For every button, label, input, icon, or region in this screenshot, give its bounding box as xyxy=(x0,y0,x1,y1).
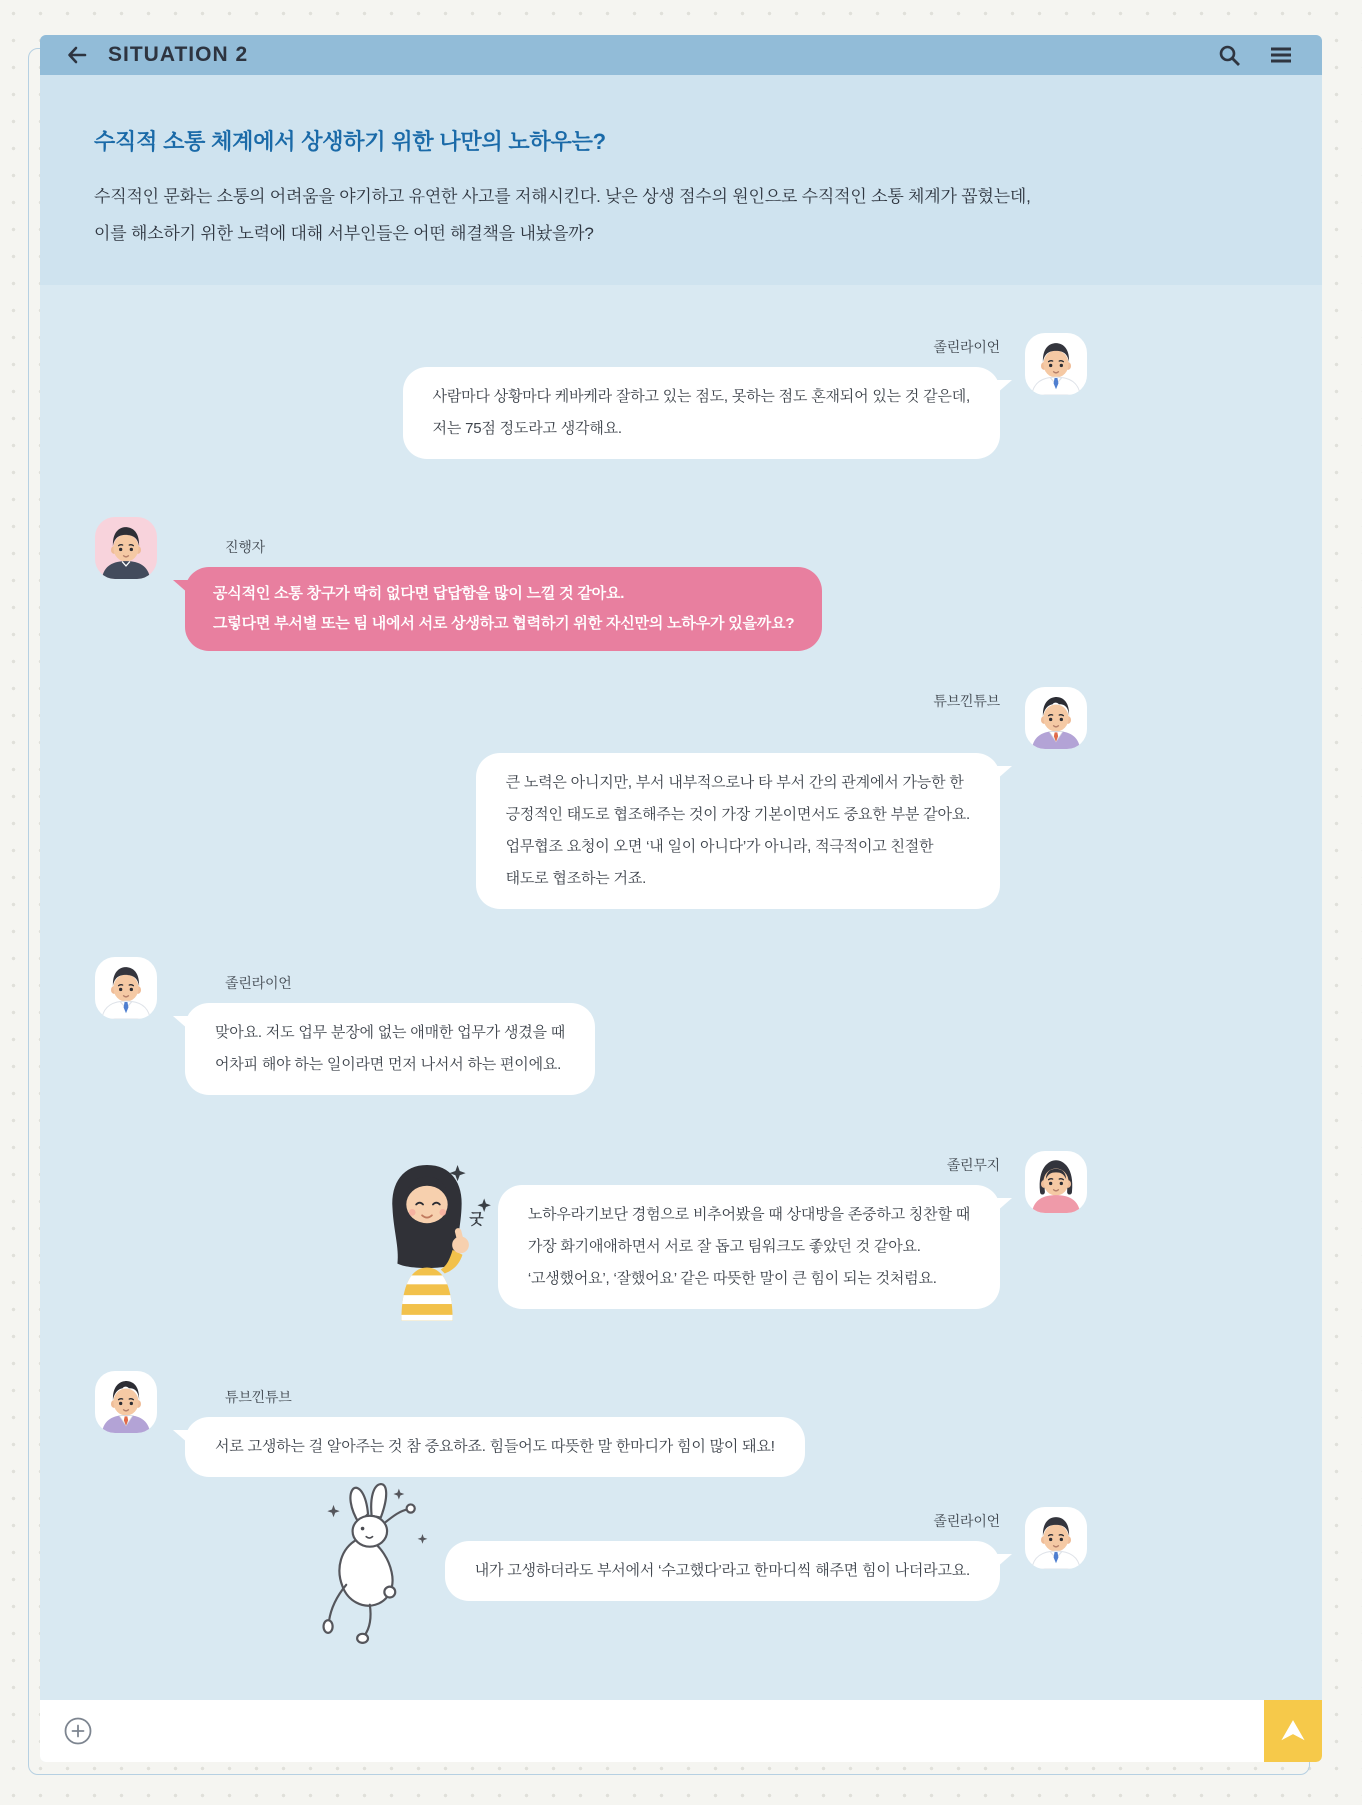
message-bubble: 서로 고생하는 걸 알아주는 것 참 중요하죠. 힘들어도 따뜻한 말 한마디가 힘이 많이 돼요! xyxy=(185,1417,805,1477)
chat-message-host xyxy=(40,519,1322,651)
thumbs-up-girl-illustration xyxy=(358,1153,496,1321)
chat-message xyxy=(40,1155,1322,1309)
search-icon xyxy=(1217,43,1241,67)
chat-message xyxy=(40,337,1322,459)
speaker-name: 졸린라이언 xyxy=(225,975,292,991)
avatar-man-blue-collar xyxy=(1025,333,1087,395)
chat-message xyxy=(40,959,1322,1095)
menu-icon xyxy=(1269,43,1293,67)
message-bubble: 노하우라기보단 경험으로 비추어봤을 때 상대방을 존중하고 칭찬할 때 가장 화기애애하면서 서로 잘 돕고 팀워크도 좋았던 것 같아요. ‘고생했어요’, ‘잘했어요’ 같은 따뜻한 말이 큰 힘이 되는 것처럼요. xyxy=(498,1185,1000,1309)
page-title: SITUATION 2 xyxy=(108,43,249,66)
message-bubble: 내가 고생하더라도 부서에서 ‘수고했다’라고 한마디씩 해주면 힘이 나더라고요. xyxy=(445,1541,1000,1601)
message-bubble: 큰 노력은 아니지만, 부서 내부적으로나 타 부서 간의 관계에서 가능한 한 긍정적인 태도로 협조해주는 것이 가장 기본이면서도 중요한 부분 같아요. 업무협조 요청이 오면 ‘내 일이 아니다’가 아니라, 적극적이고 친절한 태도로 협조하는 거죠. xyxy=(476,753,1000,909)
add-attachment-button[interactable] xyxy=(62,1715,94,1747)
message-bubble-host: 공식적인 소통 창구가 딱히 없다면 답답함을 많이 느낄 것 같아요. 그렇다면 부서별 또는 팀 내에서 서로 상생하고 협력하기 위한 자신만의 노하우가 있을까요? xyxy=(185,567,822,651)
search-button[interactable] xyxy=(1216,42,1242,68)
arrow-left-icon xyxy=(65,43,89,67)
intro-section xyxy=(40,75,1322,285)
app-card xyxy=(40,35,1322,1762)
back-button[interactable] xyxy=(64,42,90,68)
header-bar xyxy=(40,35,1322,75)
speaker-name: 튜브낀튜브 xyxy=(933,693,1000,709)
speaker-name: 졸린라이언 xyxy=(933,339,1000,355)
chat-area xyxy=(40,285,1322,1700)
speaker-name: 튜브낀튜브 xyxy=(225,1389,292,1405)
message-bubble: 맞아요. 저도 업무 분장에 없는 애매한 업무가 생겼을 때 어차피 해야 하는 일이라면 먼저 나서서 하는 편이에요. xyxy=(185,1003,595,1095)
chat-message xyxy=(40,691,1322,909)
menu-button[interactable] xyxy=(1268,42,1294,68)
paragraph-line: 이를 해소하기 위한 노력에 대해 서부인들은 어떤 해결책을 내놨을까? xyxy=(94,224,594,243)
speaker-name: 진행자 xyxy=(225,539,265,555)
avatar-host-man xyxy=(95,517,157,579)
jumping-rabbit-illustration xyxy=(319,1477,437,1649)
section-paragraph xyxy=(94,178,1268,252)
chat-message xyxy=(40,1373,1322,1477)
input-bar xyxy=(40,1700,1322,1762)
avatar-woman-pink-top xyxy=(1025,1151,1087,1213)
chat-message xyxy=(40,1511,1322,1601)
section-title: 수직적 소통 체계에서 상생하기 위한 나만의 노하우는? xyxy=(94,129,606,154)
avatar-man-blue-collar xyxy=(1025,1507,1087,1569)
avatar-man-orange-tie xyxy=(95,1371,157,1433)
paragraph-line: 수직적인 문화는 소통의 어려움을 야기하고 유연한 사고를 저해시킨다. 낮은 상생 점수의 원인으로 수직적인 소통 체계가 꼽혔는데, xyxy=(94,187,1031,206)
circle-plus-icon xyxy=(63,1716,93,1746)
speaker-name: 졸린라이언 xyxy=(933,1513,1000,1529)
speaker-name: 졸린무지 xyxy=(946,1157,1000,1173)
message-bubble: 사람마다 상황마다 케바케라 잘하고 있는 점도, 못하는 점도 혼재되어 있는 것 같은데, 저는 75점 정도라고 생각해요. xyxy=(403,367,1000,459)
up-arrow-icon xyxy=(1276,1714,1310,1748)
avatar-man-blue-collar xyxy=(95,957,157,1019)
avatar-man-orange-tie xyxy=(1025,687,1087,749)
good-label: 굿 xyxy=(469,1212,484,1229)
scroll-to-top-button[interactable] xyxy=(1264,1700,1322,1762)
